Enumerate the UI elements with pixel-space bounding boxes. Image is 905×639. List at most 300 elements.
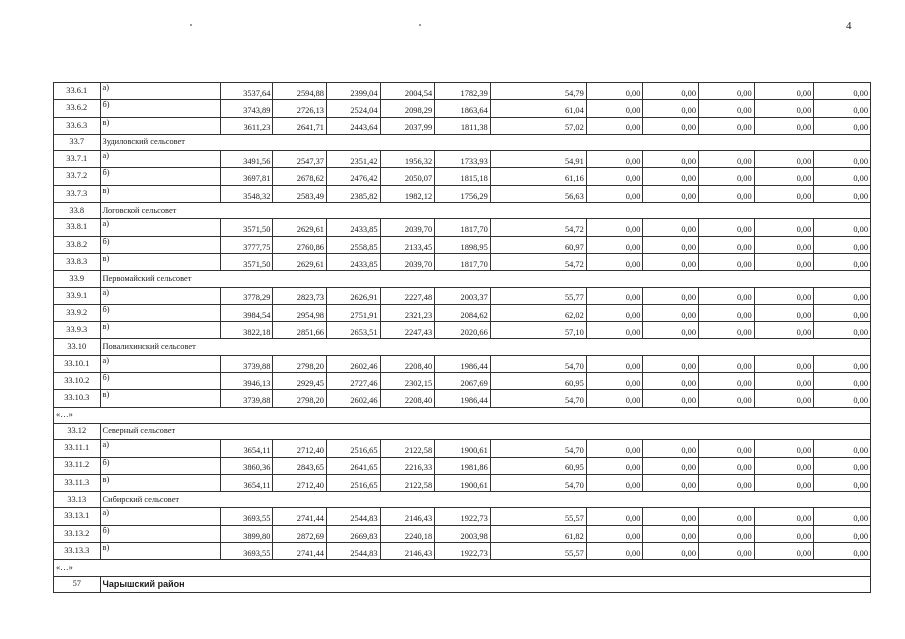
row-code: 33.8.1 xyxy=(54,219,101,236)
value-cell: 0,00 xyxy=(754,525,814,542)
value-cell: 0,00 xyxy=(754,117,814,134)
value-cell: 2929,45 xyxy=(273,373,327,390)
value-cell: 2321,23 xyxy=(380,304,435,321)
value-cell: 0,00 xyxy=(754,457,814,474)
row-code: 33.6.3 xyxy=(54,117,101,134)
value-cell: 0,00 xyxy=(586,355,643,372)
value-cell: 3697,81 xyxy=(220,168,273,185)
value-cell: 0,00 xyxy=(699,322,755,339)
value-cell: 0,00 xyxy=(754,390,814,407)
value-cell: 0,00 xyxy=(754,373,814,390)
value-cell: 2712,40 xyxy=(273,474,327,491)
value-cell: 2133,45 xyxy=(380,236,435,253)
value-cell: 0,00 xyxy=(699,543,755,560)
row-variant: в) xyxy=(100,253,220,270)
row-code: 33.13.2 xyxy=(54,525,101,542)
value-cell: 1986,44 xyxy=(435,390,491,407)
value-cell: 0,00 xyxy=(586,525,643,542)
value-cell: 0,00 xyxy=(643,219,699,236)
value-cell: 0,00 xyxy=(643,287,699,304)
value-cell: 0,00 xyxy=(643,390,699,407)
value-cell: 0,00 xyxy=(643,508,699,525)
row-code: 33.11.2 xyxy=(54,457,101,474)
value-cell: 0,00 xyxy=(754,236,814,253)
value-cell: 2629,61 xyxy=(273,219,327,236)
value-cell: 0,00 xyxy=(754,304,814,321)
value-cell: 1982,12 xyxy=(380,185,435,202)
value-cell: 2602,46 xyxy=(326,390,380,407)
value-cell: 1756,29 xyxy=(435,185,491,202)
value-cell: 2227,48 xyxy=(380,287,435,304)
row-variant: б) xyxy=(100,168,220,185)
value-cell: 0,00 xyxy=(643,168,699,185)
value-cell: 0,00 xyxy=(814,322,871,339)
row-variant: б) xyxy=(100,304,220,321)
value-cell: 3571,50 xyxy=(220,219,273,236)
value-cell: 0,00 xyxy=(754,151,814,168)
value-cell: 0,00 xyxy=(643,373,699,390)
value-cell: 2122,58 xyxy=(380,474,435,491)
value-cell: 2547,37 xyxy=(273,151,327,168)
value-cell: 2443,64 xyxy=(326,117,380,134)
value-cell: 2602,46 xyxy=(326,355,380,372)
row-code: 33.9.1 xyxy=(54,287,101,304)
value-cell: 0,00 xyxy=(754,322,814,339)
value-cell: 0,00 xyxy=(586,322,643,339)
value-cell: 0,00 xyxy=(699,390,755,407)
value-cell: 0,00 xyxy=(586,373,643,390)
value-cell: 3860,36 xyxy=(220,457,273,474)
table-row xyxy=(54,83,871,100)
value-cell: 2433,85 xyxy=(326,219,380,236)
row-variant: в) xyxy=(100,474,220,491)
value-cell: 2544,83 xyxy=(326,508,380,525)
value-cell: 2629,61 xyxy=(273,253,327,270)
value-cell: 2084,62 xyxy=(435,304,491,321)
value-cell: 0,00 xyxy=(643,253,699,270)
value-cell: 0,00 xyxy=(814,117,871,134)
value-cell: 2798,20 xyxy=(273,390,327,407)
row-variant: в) xyxy=(100,185,220,202)
value-cell: 0,00 xyxy=(643,525,699,542)
row-variant: а) xyxy=(100,287,220,304)
value-cell: 0,00 xyxy=(814,168,871,185)
value-cell: 61,04 xyxy=(490,100,586,117)
section-code: 57 xyxy=(54,576,101,592)
value-cell: 0,00 xyxy=(699,253,755,270)
value-cell: 3946,13 xyxy=(220,373,273,390)
table-row xyxy=(54,474,871,491)
value-cell: 2669,83 xyxy=(326,525,380,542)
value-cell: 0,00 xyxy=(699,117,755,134)
row-code: 33.6.1 xyxy=(54,83,101,100)
value-cell: 2712,40 xyxy=(273,440,327,457)
section-row xyxy=(54,339,871,355)
value-cell: 0,00 xyxy=(586,100,643,117)
section-row xyxy=(54,271,871,287)
value-cell: 0,00 xyxy=(643,83,699,100)
value-cell: 0,00 xyxy=(814,440,871,457)
section-row xyxy=(54,134,871,150)
value-cell: 2726,13 xyxy=(273,100,327,117)
value-cell: 2760,86 xyxy=(273,236,327,253)
value-cell: 2003,98 xyxy=(435,525,491,542)
value-cell: 0,00 xyxy=(814,543,871,560)
value-cell: 2741,44 xyxy=(273,508,327,525)
value-cell: 0,00 xyxy=(699,219,755,236)
value-cell: 2641,71 xyxy=(273,117,327,134)
section-title: Логовской сельсовет xyxy=(100,203,871,219)
value-cell: 0,00 xyxy=(586,508,643,525)
value-cell: 1815,18 xyxy=(435,168,491,185)
value-cell: 54,70 xyxy=(490,355,586,372)
value-cell: 0,00 xyxy=(814,355,871,372)
value-cell: 0,00 xyxy=(814,525,871,542)
value-cell: 2678,62 xyxy=(273,168,327,185)
value-cell: 0,00 xyxy=(699,83,755,100)
value-cell: 0,00 xyxy=(814,253,871,270)
value-cell: 2583,49 xyxy=(273,185,327,202)
section-code: 33.8 xyxy=(54,203,101,219)
value-cell: 0,00 xyxy=(643,440,699,457)
value-cell: 1986,44 xyxy=(435,355,491,372)
value-cell: 2020,66 xyxy=(435,322,491,339)
value-cell: 2050,07 xyxy=(380,168,435,185)
value-cell: 3778,29 xyxy=(220,287,273,304)
row-variant: б) xyxy=(100,100,220,117)
district-title: Чарышский район xyxy=(100,576,871,592)
value-cell: 0,00 xyxy=(699,304,755,321)
table-row xyxy=(54,219,871,236)
value-cell: 1922,73 xyxy=(435,508,491,525)
value-cell: 0,00 xyxy=(586,185,643,202)
value-cell: 3777,75 xyxy=(220,236,273,253)
value-cell: 2558,85 xyxy=(326,236,380,253)
row-variant: а) xyxy=(100,151,220,168)
value-cell: 0,00 xyxy=(699,168,755,185)
row-code: 33.7.3 xyxy=(54,185,101,202)
table-row xyxy=(54,117,871,134)
row-variant: б) xyxy=(100,457,220,474)
row-code: 33.7.1 xyxy=(54,151,101,168)
value-cell: 55,57 xyxy=(490,508,586,525)
value-cell: 0,00 xyxy=(754,185,814,202)
table-row xyxy=(54,440,871,457)
value-cell: 2751,91 xyxy=(326,304,380,321)
value-cell: 0,00 xyxy=(699,151,755,168)
value-cell: 0,00 xyxy=(586,253,643,270)
value-cell: 2626,91 xyxy=(326,287,380,304)
table-row xyxy=(54,253,871,270)
value-cell: 0,00 xyxy=(643,151,699,168)
value-cell: 1817,70 xyxy=(435,253,491,270)
value-cell: 2823,73 xyxy=(273,287,327,304)
value-cell: 2516,65 xyxy=(326,440,380,457)
value-cell: 2433,85 xyxy=(326,253,380,270)
value-cell: 2798,20 xyxy=(273,355,327,372)
value-cell: 0,00 xyxy=(699,236,755,253)
row-variant: в) xyxy=(100,390,220,407)
value-cell: 54,72 xyxy=(490,219,586,236)
value-cell: 0,00 xyxy=(699,355,755,372)
value-cell: 3739,88 xyxy=(220,390,273,407)
row-code: 33.8.2 xyxy=(54,236,101,253)
omission-row xyxy=(54,407,871,423)
district-row xyxy=(54,576,871,592)
value-cell: 0,00 xyxy=(586,390,643,407)
value-cell: 2851,66 xyxy=(273,322,327,339)
value-cell: 2003,37 xyxy=(435,287,491,304)
value-cell: 0,00 xyxy=(586,474,643,491)
value-cell: 61,16 xyxy=(490,168,586,185)
omission-marker: «…» xyxy=(54,407,871,423)
value-cell: 0,00 xyxy=(814,83,871,100)
value-cell: 2954,98 xyxy=(273,304,327,321)
value-cell: 0,00 xyxy=(699,474,755,491)
value-cell: 1900,61 xyxy=(435,474,491,491)
section-code: 33.13 xyxy=(54,492,101,508)
value-cell: 2247,43 xyxy=(380,322,435,339)
value-cell: 0,00 xyxy=(814,287,871,304)
row-variant: а) xyxy=(100,355,220,372)
value-cell: 56,63 xyxy=(490,185,586,202)
section-title: Сибирский сельсовет xyxy=(100,492,871,508)
value-cell: 57,02 xyxy=(490,117,586,134)
value-cell: 2004,54 xyxy=(380,83,435,100)
value-cell: 54,70 xyxy=(490,474,586,491)
value-cell: 3693,55 xyxy=(220,543,273,560)
value-cell: 2594,88 xyxy=(273,83,327,100)
row-code: 33.9.2 xyxy=(54,304,101,321)
value-cell: 2146,43 xyxy=(380,543,435,560)
row-variant: б) xyxy=(100,236,220,253)
table-row xyxy=(54,185,871,202)
value-cell: 0,00 xyxy=(586,543,643,560)
table-row xyxy=(54,390,871,407)
table-row xyxy=(54,457,871,474)
section-code: 33.7 xyxy=(54,134,101,150)
table-row xyxy=(54,168,871,185)
table-row xyxy=(54,100,871,117)
value-cell: 0,00 xyxy=(643,457,699,474)
value-cell: 0,00 xyxy=(814,457,871,474)
value-cell: 54,72 xyxy=(490,253,586,270)
value-cell: 0,00 xyxy=(699,525,755,542)
value-cell: 0,00 xyxy=(814,373,871,390)
table-row xyxy=(54,508,871,525)
value-cell: 0,00 xyxy=(586,457,643,474)
value-cell: 1811,38 xyxy=(435,117,491,134)
value-cell: 0,00 xyxy=(586,117,643,134)
value-cell: 2302,15 xyxy=(380,373,435,390)
value-cell: 2872,69 xyxy=(273,525,327,542)
omission-row xyxy=(54,560,871,576)
value-cell: 3654,11 xyxy=(220,440,273,457)
value-cell: 1817,70 xyxy=(435,219,491,236)
table-body xyxy=(54,83,871,593)
value-cell: 0,00 xyxy=(699,100,755,117)
value-cell: 0,00 xyxy=(586,287,643,304)
section-title: Повалихинский сельсовет xyxy=(100,339,871,355)
value-cell: 0,00 xyxy=(586,440,643,457)
row-code: 33.13.3 xyxy=(54,543,101,560)
value-cell: 3571,50 xyxy=(220,253,273,270)
value-cell: 3743,89 xyxy=(220,100,273,117)
value-cell: 1733,93 xyxy=(435,151,491,168)
value-cell: 54,91 xyxy=(490,151,586,168)
section-row xyxy=(54,492,871,508)
value-cell: 3654,11 xyxy=(220,474,273,491)
row-code: 33.11.1 xyxy=(54,440,101,457)
scan-speck xyxy=(419,24,421,26)
row-variant: а) xyxy=(100,508,220,525)
value-cell: 60,95 xyxy=(490,373,586,390)
value-cell: 3693,55 xyxy=(220,508,273,525)
row-variant: б) xyxy=(100,525,220,542)
value-cell: 0,00 xyxy=(754,355,814,372)
value-cell: 2208,40 xyxy=(380,355,435,372)
value-cell: 55,57 xyxy=(490,543,586,560)
value-cell: 0,00 xyxy=(814,508,871,525)
value-cell: 2240,18 xyxy=(380,525,435,542)
value-cell: 0,00 xyxy=(643,185,699,202)
value-cell: 2216,33 xyxy=(380,457,435,474)
value-cell: 54,70 xyxy=(490,390,586,407)
value-cell: 0,00 xyxy=(643,322,699,339)
value-cell: 2516,65 xyxy=(326,474,380,491)
table-row xyxy=(54,543,871,560)
value-cell: 0,00 xyxy=(754,440,814,457)
row-variant: а) xyxy=(100,219,220,236)
value-cell: 1981,86 xyxy=(435,457,491,474)
value-cell: 0,00 xyxy=(754,219,814,236)
section-row xyxy=(54,203,871,219)
value-cell: 0,00 xyxy=(586,83,643,100)
row-code: 33.10.1 xyxy=(54,355,101,372)
value-cell: 0,00 xyxy=(586,304,643,321)
section-row xyxy=(54,423,871,439)
value-cell: 0,00 xyxy=(643,474,699,491)
section-code: 33.10 xyxy=(54,339,101,355)
value-cell: 0,00 xyxy=(586,236,643,253)
value-cell: 0,00 xyxy=(814,151,871,168)
omission-marker: «…» xyxy=(54,560,871,576)
value-cell: 3984,54 xyxy=(220,304,273,321)
value-cell: 0,00 xyxy=(754,100,814,117)
value-cell: 0,00 xyxy=(814,100,871,117)
value-cell: 2208,40 xyxy=(380,390,435,407)
row-code: 33.7.2 xyxy=(54,168,101,185)
value-cell: 0,00 xyxy=(699,457,755,474)
value-cell: 61,82 xyxy=(490,525,586,542)
value-cell: 57,10 xyxy=(490,322,586,339)
value-cell: 55,77 xyxy=(490,287,586,304)
row-variant: в) xyxy=(100,117,220,134)
value-cell: 3491,56 xyxy=(220,151,273,168)
section-title: Первомайский сельсовет xyxy=(100,271,871,287)
table-row xyxy=(54,236,871,253)
table-row xyxy=(54,322,871,339)
row-variant: б) xyxy=(100,373,220,390)
row-variant: а) xyxy=(100,83,220,100)
value-cell: 3611,23 xyxy=(220,117,273,134)
row-code: 33.13.1 xyxy=(54,508,101,525)
value-cell: 0,00 xyxy=(814,390,871,407)
row-code: 33.8.3 xyxy=(54,253,101,270)
value-cell: 0,00 xyxy=(814,185,871,202)
row-variant: в) xyxy=(100,322,220,339)
value-cell: 54,79 xyxy=(490,83,586,100)
value-cell: 2653,51 xyxy=(326,322,380,339)
value-cell: 0,00 xyxy=(643,100,699,117)
value-cell: 3548,32 xyxy=(220,185,273,202)
value-cell: 2524,04 xyxy=(326,100,380,117)
value-cell: 62,02 xyxy=(490,304,586,321)
value-cell: 2146,43 xyxy=(380,508,435,525)
value-cell: 1900,61 xyxy=(435,440,491,457)
value-cell: 2039,70 xyxy=(380,219,435,236)
value-cell: 0,00 xyxy=(643,304,699,321)
value-cell: 2385,82 xyxy=(326,185,380,202)
value-cell: 0,00 xyxy=(814,236,871,253)
value-cell: 3899,80 xyxy=(220,525,273,542)
value-cell: 2476,42 xyxy=(326,168,380,185)
section-code: 33.9 xyxy=(54,271,101,287)
value-cell: 60,95 xyxy=(490,457,586,474)
value-cell: 2544,83 xyxy=(326,543,380,560)
table-row xyxy=(54,525,871,542)
value-cell: 0,00 xyxy=(643,355,699,372)
row-variant: в) xyxy=(100,543,220,560)
value-cell: 0,00 xyxy=(586,219,643,236)
table-row xyxy=(54,355,871,372)
value-cell: 0,00 xyxy=(754,474,814,491)
row-code: 33.11.3 xyxy=(54,474,101,491)
value-cell: 3739,88 xyxy=(220,355,273,372)
row-code: 33.9.3 xyxy=(54,322,101,339)
table-row xyxy=(54,287,871,304)
value-cell: 1922,73 xyxy=(435,543,491,560)
value-cell: 1898,95 xyxy=(435,236,491,253)
value-cell: 0,00 xyxy=(643,117,699,134)
row-code: 33.10.2 xyxy=(54,373,101,390)
tariff-table xyxy=(53,82,871,593)
value-cell: 0,00 xyxy=(699,287,755,304)
row-code: 33.10.3 xyxy=(54,390,101,407)
table-row xyxy=(54,373,871,390)
value-cell: 2098,29 xyxy=(380,100,435,117)
value-cell: 0,00 xyxy=(754,253,814,270)
row-variant: а) xyxy=(100,440,220,457)
value-cell: 3537,64 xyxy=(220,83,273,100)
value-cell: 0,00 xyxy=(643,543,699,560)
value-cell: 0,00 xyxy=(754,83,814,100)
value-cell: 2399,04 xyxy=(326,83,380,100)
value-cell: 1782,39 xyxy=(435,83,491,100)
value-cell: 2122,58 xyxy=(380,440,435,457)
value-cell: 0,00 xyxy=(586,168,643,185)
section-title: Зудиловский сельсовет xyxy=(100,134,871,150)
value-cell: 2741,44 xyxy=(273,543,327,560)
section-title: Северный сельсовет xyxy=(100,423,871,439)
page-number: 4 xyxy=(846,20,852,32)
value-cell: 2039,70 xyxy=(380,253,435,270)
value-cell: 60,97 xyxy=(490,236,586,253)
scan-speck xyxy=(190,24,192,26)
value-cell: 0,00 xyxy=(643,236,699,253)
value-cell: 2641,65 xyxy=(326,457,380,474)
value-cell: 0,00 xyxy=(586,151,643,168)
